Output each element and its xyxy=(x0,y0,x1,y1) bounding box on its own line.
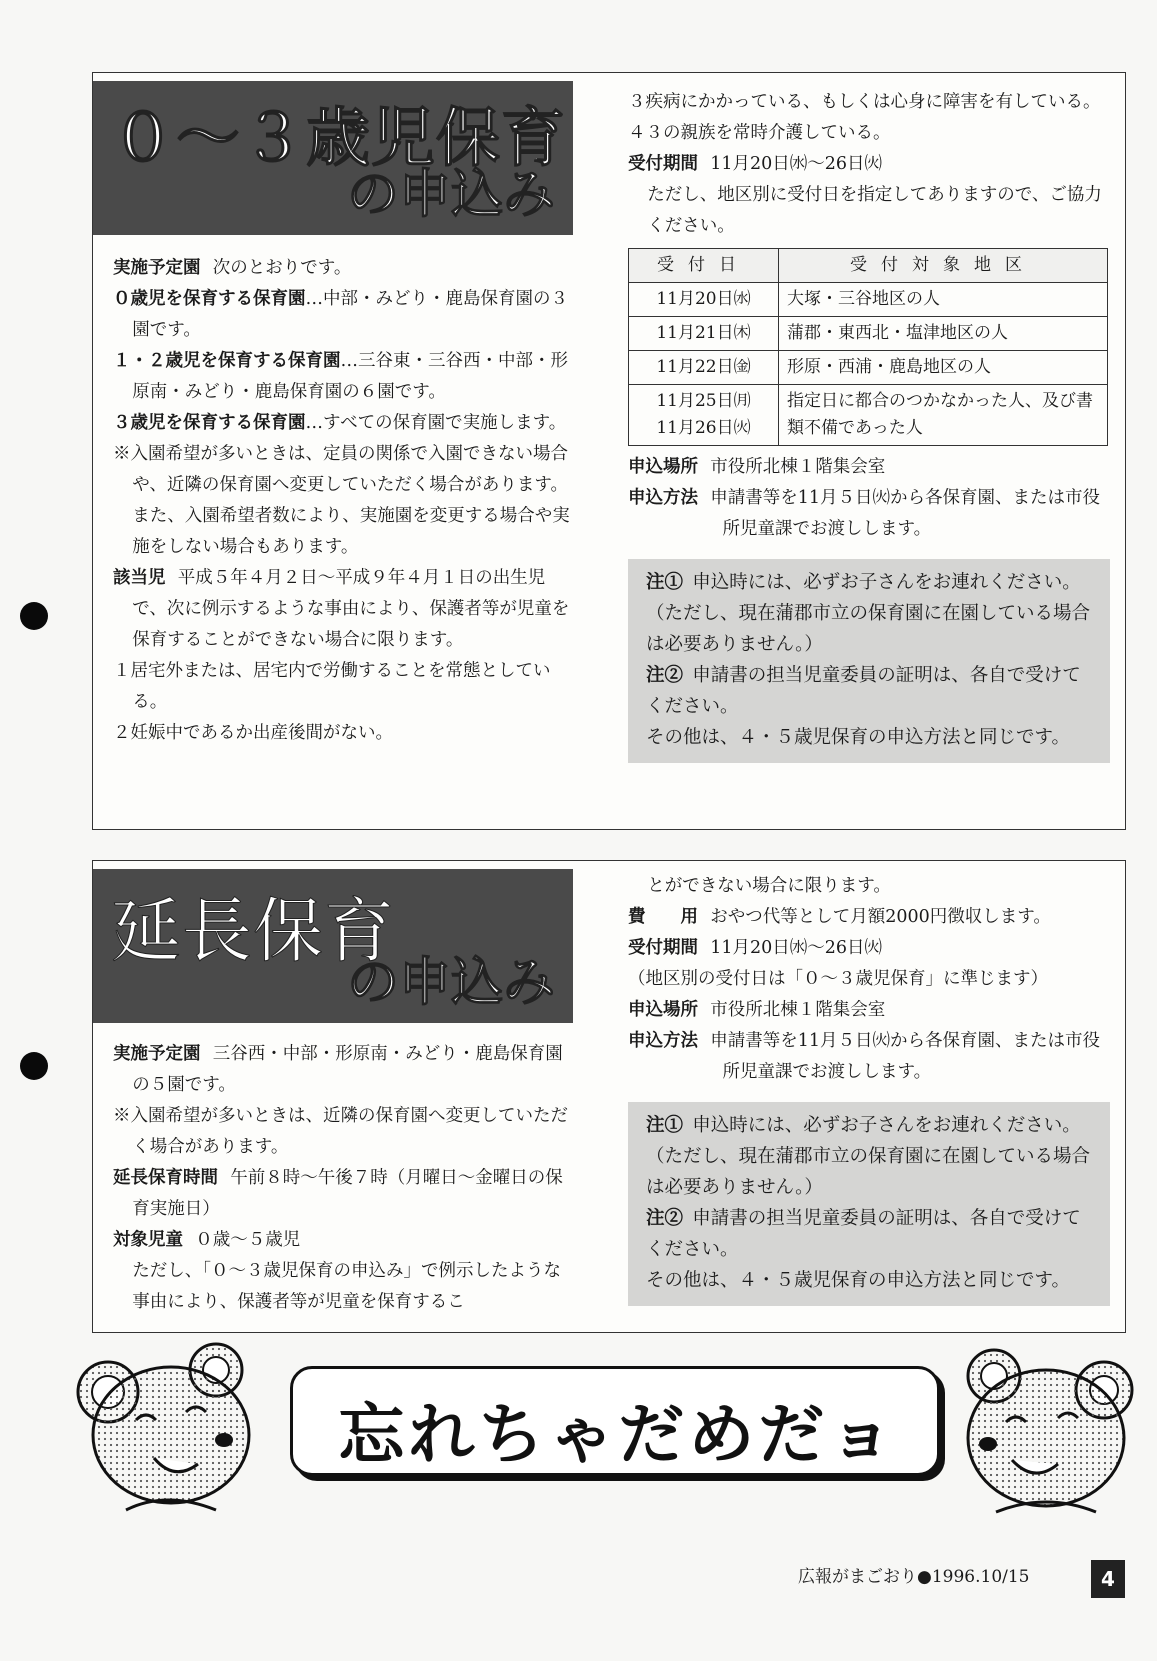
mouse-character-left-icon xyxy=(66,1340,266,1530)
section2-notes-box xyxy=(628,1102,1110,1306)
note1-label: 注① xyxy=(646,1115,684,1136)
period-note: （地区別の受付日は「０～３歳児保育」に準じます） xyxy=(628,969,1048,989)
eligible-text: 平成５年４月２日～平成９年４月１日の出生児で、次に例示するような事由により、保護者等が児童を保育することができない場合に限ります。 xyxy=(132,568,570,650)
reminder-banner xyxy=(290,1366,940,1476)
section2-title-block xyxy=(93,869,573,1023)
target-note-continued: とができない場合に限ります。 xyxy=(647,876,891,896)
label-planned-nurseries: 実施予定園 xyxy=(113,258,201,278)
extended-hours-text: 午前８時～午後７時（月曜日～金曜日の保育実施日） xyxy=(132,1168,563,1219)
note1-text: 申込時には、必ずお子さんをお連れください。（ただし、現在蒲郡市立の保育園に在園している場合は必要ありません。） xyxy=(646,1115,1091,1198)
period-text: 11月20日㈬～26日㈫ xyxy=(710,154,883,174)
period-note: ただし、地区別に受付日を指定してありますので、ご協力ください。 xyxy=(647,185,1102,236)
planned-nurseries-text: 次のとおりです。 xyxy=(212,258,352,278)
target-text: ０歳～５歳児 xyxy=(195,1230,301,1250)
label-method: 申込方法 xyxy=(628,488,698,508)
mouse-character-right-icon xyxy=(946,1340,1146,1530)
section2-title: 延長保育 xyxy=(111,890,395,972)
place-text: 市役所北棟１階集会室 xyxy=(710,1000,886,1020)
table-row xyxy=(629,351,1108,385)
table-cell-date-line2: 11月26日㈫ xyxy=(656,418,751,438)
note2-label: 注② xyxy=(646,665,684,686)
reason-4: ４３の親族を常時介護している。 xyxy=(628,123,891,143)
reason-2: ２妊娠中であるか出産後間がない。 xyxy=(113,723,393,743)
reminder-banner-area xyxy=(0,1340,1157,1530)
fee-text: おやつ代等として月額2000円徴収します。 xyxy=(710,907,1051,927)
table-cell-date: 11月22日㈮ xyxy=(629,351,779,385)
table-cell-date xyxy=(629,385,779,446)
section2-right-column xyxy=(628,871,1108,1306)
table-cell-area: 指定日に都合のつかなかった人、及び書類不備であった人 xyxy=(779,385,1108,446)
section1-title-block xyxy=(93,81,573,235)
label-place: 申込場所 xyxy=(628,1000,698,1020)
section2-left-column xyxy=(113,1039,573,1318)
target-note: ただし、「０～３歳児保育の申込み」で例示したような事由により、保護者等が児童を保育するこ xyxy=(132,1261,561,1312)
note3-text: その他は、４・５歳児保育の申込方法と同じです。 xyxy=(646,727,1071,748)
table-row xyxy=(629,317,1108,351)
admission-note: ※入園希望が多いときは、定員の関係で入園できない場合や、近隣の保育園へ変更していただく場合があります。また、入園希望者数により、実施園を変更する場合や実施をしない場合もあります。 xyxy=(113,444,570,557)
section2-subtitle: の申込み xyxy=(346,953,555,1013)
table-header-area: 受付対象地区 xyxy=(779,249,1108,283)
table-row xyxy=(629,385,1108,446)
section1-left-column xyxy=(113,253,573,749)
section1-notes-box xyxy=(628,559,1110,763)
section-extended-childcare xyxy=(92,860,1126,1333)
label-extended-hours: 延長保育時間 xyxy=(113,1168,218,1188)
binder-hole-bottom xyxy=(20,1052,48,1080)
label-age12: １・２歳児を保育する保育園 xyxy=(113,351,341,371)
table-cell-area: 蒲郡・東西北・塩津地区の人 xyxy=(779,317,1108,351)
place-text: 市役所北棟１階集会室 xyxy=(710,457,886,477)
label-eligible: 該当児 xyxy=(113,568,166,588)
admission-note: ※入園希望が多いときは、近隣の保育園へ変更していただく場合があります。 xyxy=(113,1106,568,1157)
table-cell-area: 大塚・三谷地区の人 xyxy=(779,283,1108,317)
table-cell-date-line1: 11月25日㈪ xyxy=(656,391,751,411)
note2-text: 申請書の担当児童委員の証明は、各自で受けてください。 xyxy=(646,1208,1081,1260)
age0-text: …中部・みどり・鹿島保育園の３園です。 xyxy=(132,289,568,340)
label-fee: 費 用 xyxy=(628,907,698,927)
table-row xyxy=(629,283,1108,317)
label-method: 申込方法 xyxy=(628,1031,698,1051)
page-number: 4 xyxy=(1091,1560,1125,1598)
section1-subtitle: の申込み xyxy=(346,165,555,225)
reception-schedule-table xyxy=(628,248,1108,446)
period-text: 11月20日㈬～26日㈫ xyxy=(710,938,883,958)
note1-label: 注① xyxy=(646,572,684,593)
note3-text: その他は、４・５歳児保育の申込方法と同じです。 xyxy=(646,1270,1071,1291)
label-period: 受付期間 xyxy=(628,938,698,958)
section1-title: ０～３歳児保育 xyxy=(111,102,566,176)
table-cell-date: 11月21日㈭ xyxy=(629,317,779,351)
section-infant-childcare xyxy=(92,72,1126,830)
table-header-date: 受付日 xyxy=(629,249,779,283)
label-age0: ０歳児を保育する保育園 xyxy=(113,289,306,309)
method-text: 申請書等を11月５日㈫から各保育園、または市役所児童課でお渡しします。 xyxy=(710,1031,1101,1082)
label-place: 申込場所 xyxy=(628,457,698,477)
note1-text: 申込時には、必ずお子さんをお連れください。（ただし、現在蒲郡市立の保育園に在園している場合は必要ありません。） xyxy=(646,572,1091,655)
label-age3: ３歳児を保育する保育園 xyxy=(113,413,306,433)
note2-label: 注② xyxy=(646,1208,684,1229)
section1-right-column xyxy=(628,87,1108,763)
label-target: 対象児童 xyxy=(113,1230,183,1250)
planned-nurseries-text: 三谷西・中部・形原南・みどり・鹿島保育園の５園です。 xyxy=(132,1044,563,1095)
publication-footer: 広報がまごおり●1996.10/15 xyxy=(798,1567,1030,1587)
binder-hole-top xyxy=(20,602,48,630)
table-cell-area: 形原・西浦・鹿島地区の人 xyxy=(779,351,1108,385)
label-period: 受付期間 xyxy=(628,154,698,174)
reason-1: １居宅外または、居宅内で労働することを常態としている。 xyxy=(113,661,551,712)
label-planned-nurseries: 実施予定園 xyxy=(113,1044,201,1064)
age12-text: …三谷東・三谷西・中部・形原南・みどり・鹿島保育園の６園です。 xyxy=(132,351,568,402)
method-text: 申請書等を11月５日㈫から各保育園、または市役所児童課でお渡しします。 xyxy=(710,488,1101,539)
reason-3: ３疾病にかかっている、もしくは心身に障害を有している。 xyxy=(628,92,1101,112)
table-cell-date: 11月20日㈬ xyxy=(629,283,779,317)
age3-text: …すべての保育園で実施します。 xyxy=(305,413,567,433)
note2-text: 申請書の担当児童委員の証明は、各自で受けてください。 xyxy=(646,665,1081,717)
reminder-banner-text: 忘れちゃだめだョ xyxy=(338,1396,898,1473)
